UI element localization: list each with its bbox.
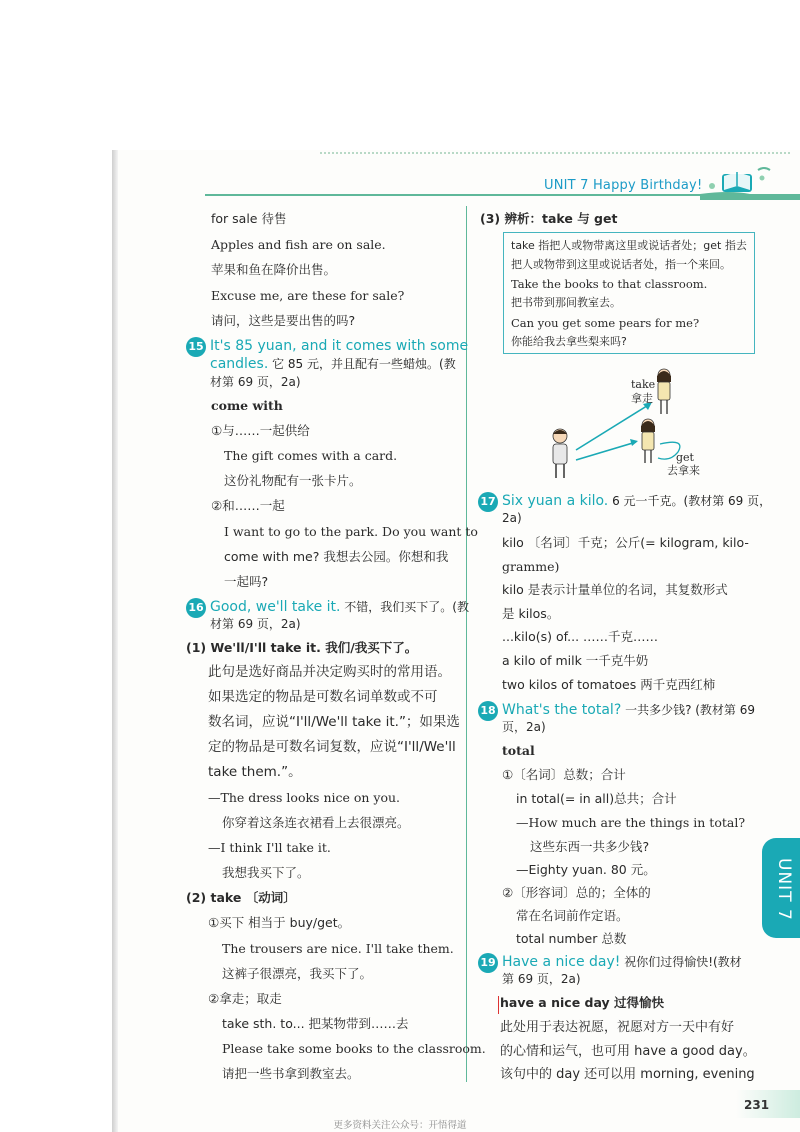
example-en: Excuse me, are these for sale? <box>211 288 405 303</box>
example-en: Apples and fish are on sale. <box>211 237 386 252</box>
paragraph-line: take them.”。 <box>208 764 302 780</box>
note: 常在名词前作定语。 <box>516 908 629 923</box>
dialog-en: —Eighty yuan. 80 元。 <box>516 862 656 877</box>
footer-note: 更多资料关注公众号：开悟得道 <box>333 1120 467 1131</box>
item-number-badge: 19 <box>478 953 498 973</box>
example: in total(= in all)总共；合计 <box>516 791 677 806</box>
example: two kilos of tomatoes 两千克西红柿 <box>502 677 716 692</box>
item-18-translation: 一共多少钱? (教材第 69 <box>621 703 756 717</box>
header-dotted-rule <box>320 152 790 156</box>
paragraph-line: 该句中的 day 还可以用 morning, evening <box>500 1067 755 1082</box>
subsection-2-heading: (2) take 〔动词〕 <box>186 890 296 905</box>
item-17-sentence: Six yuan a kilo. <box>502 493 609 509</box>
example-cn: 请问，这些是要出售的吗? <box>211 313 356 328</box>
illus-label-get-cn: 去拿来 <box>667 464 700 477</box>
item-17-source: 2a) <box>502 511 522 525</box>
box-line: Can you get some pears for me? <box>511 316 700 330</box>
dialog-en: —I think I'll take it. <box>208 840 331 855</box>
dialog-cn: 你穿着这条连衣裙看上去很漂亮。 <box>222 815 410 830</box>
item-16-heading <box>210 598 469 616</box>
example-cn: 苹果和鱼在降价出售。 <box>211 262 337 277</box>
item-18-sentence: What's the total? <box>502 702 622 718</box>
paragraph-line: 此句是选好商品并决定购买时的常用语。 <box>208 664 451 680</box>
illus-label-take-cn: 拿走 <box>631 392 653 405</box>
item-number-badge: 15 <box>186 337 206 357</box>
phrase-have-a-nice-day: have a nice day 过得愉快 <box>500 995 665 1010</box>
item-19-sentence: Have a nice day! <box>502 954 621 970</box>
book-ornament-icon <box>700 164 800 200</box>
paragraph-line: 定的物品是可数名词复数，应说“I'll/We'll <box>208 739 456 755</box>
item-17-heading <box>502 492 771 510</box>
pattern: ...kilo(s) of... ……千克…… <box>502 629 659 644</box>
item-16-source: 材第 69 页，2a) <box>210 617 301 631</box>
item-15-heading-line2 <box>210 355 456 373</box>
sense-1: ①〔名词〕总数；合计 <box>502 767 626 782</box>
box-line: 把书带到那间教室去。 <box>511 296 621 309</box>
example-cn: 这份礼物配有一张卡片。 <box>224 473 362 488</box>
example: a kilo of milk 一千克牛奶 <box>502 653 649 668</box>
dialog-cn: 我想我买下了。 <box>222 865 310 880</box>
paragraph-line: 是 kilos。 <box>502 606 560 621</box>
paragraph-line: 如果选定的物品是可数名词单数或不可 <box>208 689 438 705</box>
sense-2: ②和……一起 <box>211 498 285 513</box>
pattern: take sth. to... 把某物带到……去 <box>222 1016 409 1031</box>
example-cn: 这裤子很漂亮，我买下了。 <box>222 966 373 981</box>
kilo-definition: kilo 〔名词〕千克；公斤(= kilogram, kilo- <box>502 535 749 550</box>
item-number-badge: 16 <box>186 598 206 618</box>
example-en: Please take some books to the classroom. <box>222 1041 486 1056</box>
unit-side-tab-label: UNIT 7 <box>774 857 794 921</box>
example-cn: 一起吗? <box>224 574 269 589</box>
box-line: 你能给我去拿些梨来吗? <box>511 335 627 348</box>
subsection-3-heading: (3) 辨析：take 与 get <box>480 211 618 226</box>
item-18-source: 页，2a) <box>502 720 546 734</box>
illus-label-take: take <box>631 378 656 391</box>
page-number: 231 <box>744 1098 770 1112</box>
item-19-source: 第 69 页，2a) <box>502 972 581 986</box>
sense-1: ①与……一起供给 <box>211 423 310 438</box>
sense-2: ②〔形容词〕总的；全体的 <box>502 885 651 900</box>
example-en: The gift comes with a card. <box>224 448 398 463</box>
sense-1: ①买下 相当于 buy/get。 <box>208 915 351 930</box>
dialog-en: —How much are the things in total? <box>516 815 746 830</box>
paragraph-line: 数名词，应说“I'll/We'll take it.”；如果选 <box>208 714 460 730</box>
dialog-en: —The dress looks nice on you. <box>208 790 401 805</box>
sense-2: ②拿走；取走 <box>208 991 282 1006</box>
example-en: The trousers are nice. I'll take them. <box>222 941 454 956</box>
example-mixed: come with me? 我想去公园。你想和我 <box>224 549 449 564</box>
paragraph-line: 的心情和运气，也可用 have a good day。 <box>500 1044 756 1059</box>
subsection-1-heading: (1) We'll/I'll take it. 我们/我买下了。 <box>186 640 418 655</box>
paragraph-line: 此处用于表达祝愿，祝愿对方一天中有好 <box>500 1020 735 1035</box>
item-15-translation: 它 85 元，并且配有一些蜡烛。(教 <box>268 357 456 371</box>
item-18-heading <box>502 701 755 719</box>
box-line: 把人或物带到这里或说话者处，指一个来回。 <box>511 258 731 271</box>
item-number-badge: 17 <box>478 492 498 512</box>
kilo-definition-cont: gramme) <box>502 559 560 574</box>
phrase-come-with: come with <box>211 398 283 413</box>
example-cn: 请把一些书拿到教室去。 <box>222 1066 360 1081</box>
example-en: I want to go to the park. Do you want to <box>224 524 478 539</box>
item-15-sentence: It's 85 yuan, and it comes with some <box>210 338 469 354</box>
item-19-heading <box>502 953 742 971</box>
item-15-heading <box>210 337 468 355</box>
item-17-translation: 6 元一千克。(教材第 69 页， <box>608 494 772 508</box>
paragraph-line: kilo 是表示计量单位的名词，其复数形式 <box>502 582 728 597</box>
item-16-translation: 不错，我们买下了。(教 <box>340 600 469 614</box>
dialog-cn: 这些东西一共多少钱? <box>530 839 650 854</box>
red-mark <box>498 996 499 1014</box>
for-sale-heading: for sale 待售 <box>211 211 287 226</box>
item-number-badge: 18 <box>478 701 498 721</box>
item-15-source: 材第 69 页，2a) <box>210 375 301 389</box>
unit-header-title: UNIT 7 Happy Birthday! <box>544 178 703 193</box>
word-total: total <box>502 743 535 758</box>
box-line: take 指把人或物带离这里或说话者处；get 指去 <box>511 239 747 252</box>
box-line: Take the books to that classroom. <box>511 277 708 291</box>
item-15-sentence-end: candles. <box>210 356 269 372</box>
example: total number 总数 <box>516 931 627 946</box>
item-19-translation: 祝你们过得愉快!(教材 <box>620 955 742 969</box>
item-16-sentence: Good, we'll take it. <box>210 599 341 615</box>
illus-label-get: get <box>676 451 694 464</box>
